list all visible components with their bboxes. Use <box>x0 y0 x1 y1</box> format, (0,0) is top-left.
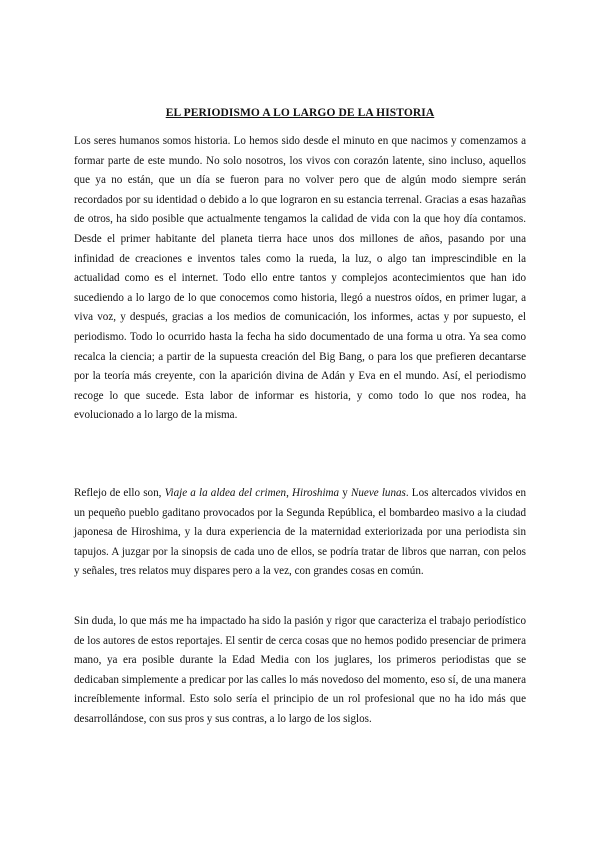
paragraph-books <box>74 484 526 582</box>
books-intro-text: Reflejo de ello son, <box>74 487 165 499</box>
books-separator: y <box>339 487 351 499</box>
page-title: EL PERIODISMO A LO LARGO DE LA HISTORIA <box>165 107 435 119</box>
paragraph-conclusion: Sin duda, lo que más me ha impactado ha sido la pasión y rigor que caracteriza el trabajo periodístico de los autores de estos reportajes. El sentir de cerca cosas que no hemos podido presenciar de primera mano, ya era posible durante la Edad Media con los juglares, los primeros periodistas que se dedicaban simplemente a predicar por las calles lo más novedoso del momento, eso sí, de una manera increíblemente informal. Esto solo sería el principio de un rol profesional que no ha ido más que desarrollándose, con sus pros y sus contras, a lo largo de los siglos. <box>74 615 526 725</box>
book-title-nueve-lunas: Nueve lunas <box>350 487 406 499</box>
book-title-hiroshima: Hiroshima <box>292 487 340 499</box>
books-description-text: . Los altercados vividos en un pequeño pueblo gaditano provocados por la Segunda República, el bombardeo masivo a la ciudad japonesa de Hiroshima, y la dura experiencia de la maternidad exteriorizada por una periodista sin tapujos. A juzgar por la sinopsis de cada uno de ellos, se podría tratar de libros que narran, con pelos y señales, tres relatos muy dispares pero a la vez, con grandes cosas en común. <box>74 487 527 578</box>
books-separator: , <box>286 487 293 499</box>
book-title-viaje: Viaje a la aldea del crimen <box>164 487 287 499</box>
paragraph-intro: Los seres humanos somos historia. Lo hemos sido desde el minuto en que nacimos y comenzamos a formar parte de este mundo. No solo nosotros, los vivos con corazón latente, sino incluso, aquellos que ya no están, que un día se fueron para no volver pero que de algún modo siempre serán recordados por su identidad o debido a lo que lograron en su estancia terrenal. Gracias a esas hazañas de otros, ha sido posible que actualmente tengamos la calidad de vida con la que hoy día contamos. Desde el primer habitante del planeta tierra hace unos dos millones de años, pasando por una infinidad de creaciones e inventos tales como la rueda, la luz, o algo tan imprescindible en la actualidad como es el internet. Todo ello entre tantos y complejos acontecimientos que han ido sucediendo a lo largo de lo que conocemos como historia, llegó a nuestros oídos, en primer lugar, a viva voz, y después, gracias a los medios de comunicación, los informes, actas y por supuesto, el periodismo. Todo lo ocurrido hasta la fecha ha sido documentado de una forma u otra. Ya sea como recalca la ciencia; a partir de la supuesta creación del Big Bang, o para los que prefieren decantarse por la teoría más creyente, con la aparición divina de Adán y Eva en el mundo. Así, el periodismo recoge lo que sucede. Esta labor de informar es historia, y como todo lo que nos rodea, ha evolucionado a lo largo de la misma. <box>74 135 526 422</box>
